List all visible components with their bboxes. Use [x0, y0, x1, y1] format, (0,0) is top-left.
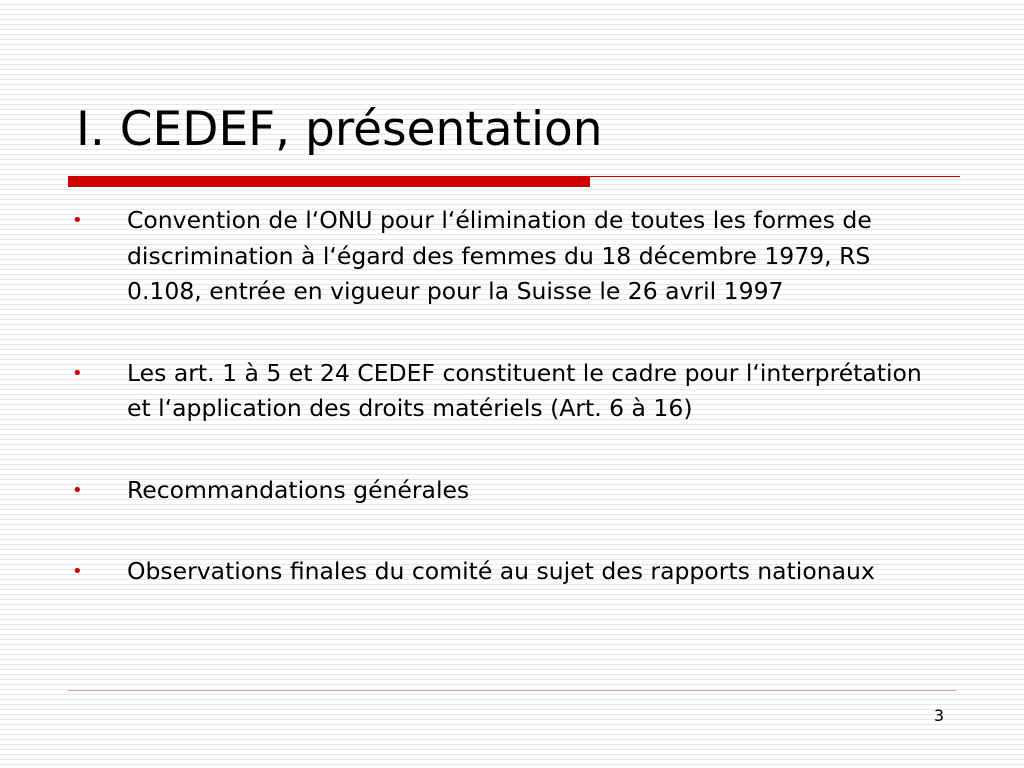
bullet-list: [0, 200, 1024, 590]
page-number: 3: [933, 706, 944, 725]
title-underline-thin: [590, 176, 960, 177]
bullet-text: Les art. 1 à 5 et 24 CEDEF constituent le cadre pour l‘interprétation et l‘application des droits matériels (Art. 6 à 16): [127, 358, 922, 422]
bullet-text: Observations finales du comité au sujet des rapports nationaux: [127, 557, 875, 585]
bullet-icon: •: [72, 210, 83, 231]
bullet-icon: •: [72, 561, 83, 582]
bullet-icon: •: [72, 362, 83, 384]
bullet-item: [0, 356, 1024, 427]
footer-divider: [68, 690, 956, 691]
bullet-item: [0, 203, 1024, 310]
bullet-item: [0, 554, 1024, 590]
slide-title: I. CEDEF, présentation: [76, 102, 603, 157]
bullet-icon: •: [72, 479, 83, 501]
bullet-item: [0, 473, 1024, 509]
title-underline-thick: [68, 176, 590, 187]
bullet-text: Recommandations générales: [127, 475, 470, 504]
bullet-text: Convention de l‘ONU pour l‘élimination de toutes les formes de discrimination à l‘égard des femmes du 18 décembre 1979, RS 0.108, entrée en vigueur pour la Suisse le 26 avril 1997: [127, 206, 872, 305]
